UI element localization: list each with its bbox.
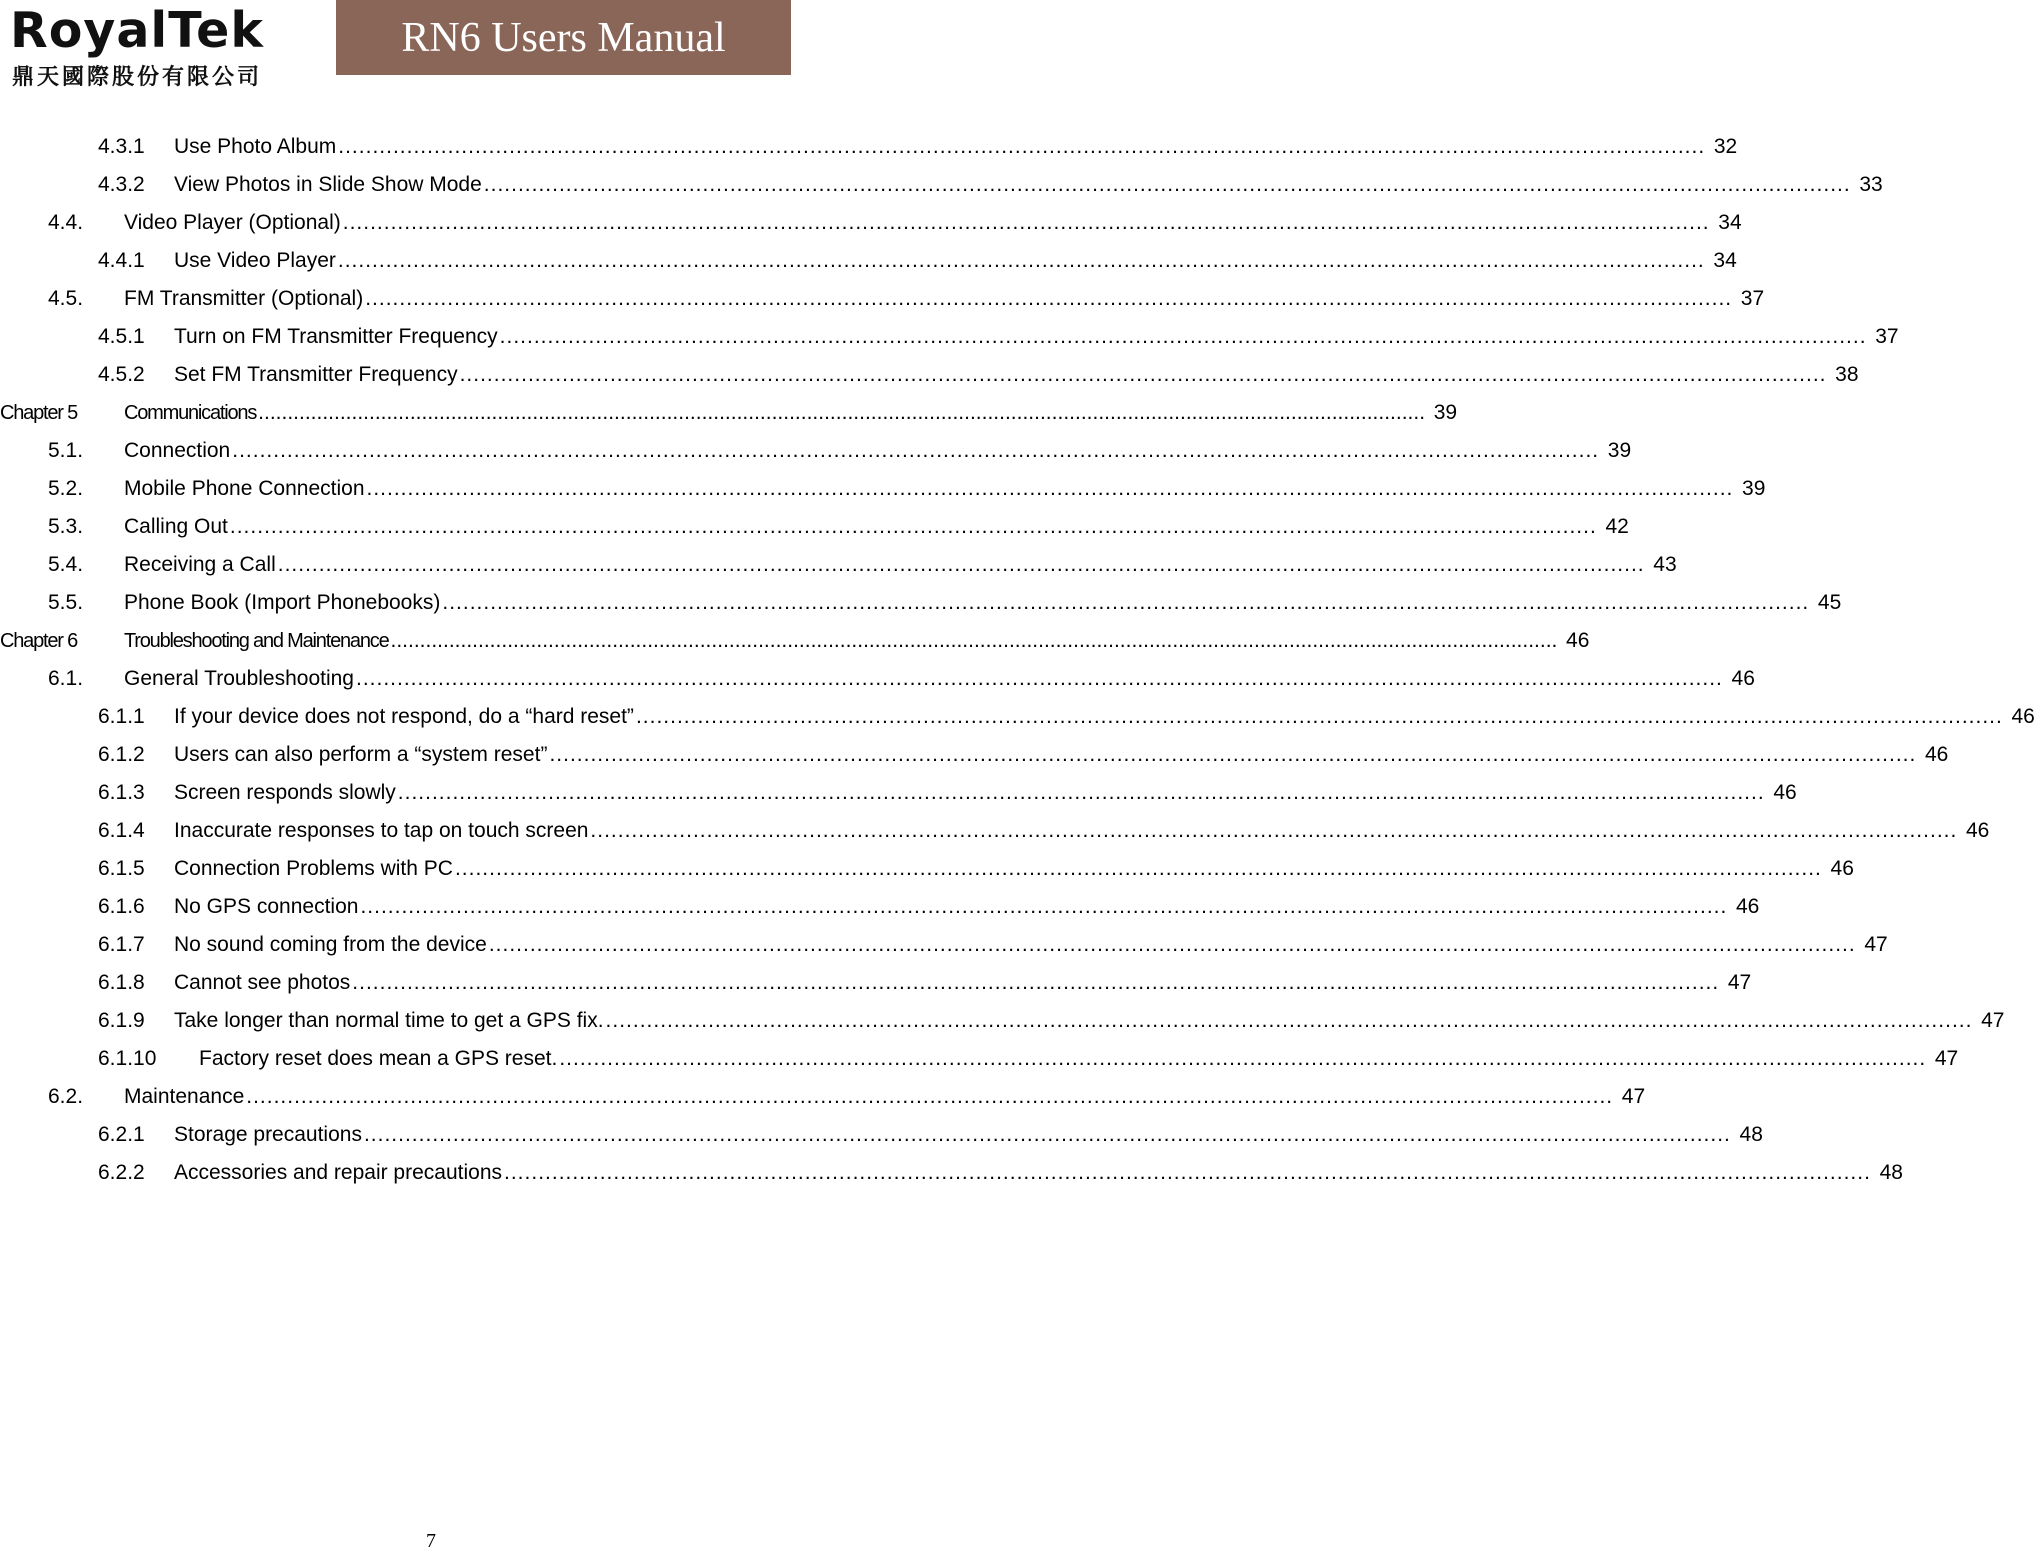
toc-entry-title: View Photos in Slide Show Mode bbox=[174, 173, 482, 196]
toc-entry-page: 33 bbox=[1859, 173, 1883, 196]
toc-entry-title: Troubleshooting and Maintenance bbox=[124, 630, 389, 652]
toc-entry-title: Connection bbox=[124, 439, 231, 462]
toc-entry[interactable] bbox=[0, 425, 1632, 463]
toc-entry[interactable] bbox=[0, 197, 1742, 235]
toc-entry-title: Users can also perform a “system reset” bbox=[174, 743, 548, 766]
toc-dot-leader: ........................................................................................................................................................................................................ bbox=[258, 401, 1426, 424]
toc-entry-number: 4.4.1 bbox=[98, 249, 145, 272]
toc-dot-leader: ........................................................................................................................................................................................................ bbox=[590, 819, 1958, 842]
toc-entry[interactable] bbox=[0, 349, 1859, 387]
toc-entry-number: 6.1.7 bbox=[98, 933, 145, 956]
toc-entry-number: 4.3.1 bbox=[98, 135, 145, 158]
toc-entry-page: 39 bbox=[1742, 477, 1766, 500]
toc-dot-leader: ........................................................................................................................................................................................................ bbox=[229, 515, 1597, 538]
toc-entry-page: 43 bbox=[1653, 553, 1677, 576]
toc-entry-number: 6.1.6 bbox=[98, 895, 145, 918]
toc-dot-leader: ........................................................................................................................................................................................................ bbox=[338, 135, 1706, 158]
toc-entry[interactable] bbox=[0, 653, 1755, 691]
toc-entry[interactable] bbox=[0, 1033, 1959, 1071]
toc-entry-number: 6.1.4 bbox=[98, 819, 145, 842]
table-of-contents bbox=[0, 121, 2035, 1185]
toc-entry[interactable] bbox=[0, 881, 1760, 919]
toc-entry-number: 6.2. bbox=[48, 1085, 84, 1108]
toc-entry[interactable] bbox=[0, 843, 1854, 881]
toc-dot-leader: ........................................................................................................................................................................................................ bbox=[442, 591, 1810, 614]
toc-entry-title: Accessories and repair precautions bbox=[174, 1161, 503, 1184]
toc-entry-page: 47 bbox=[1864, 933, 1888, 956]
toc-entry-number: 4.4. bbox=[48, 211, 84, 234]
toc-entry-page: 47 bbox=[1934, 1047, 1959, 1070]
manual-title-banner bbox=[336, 0, 791, 75]
toc-entry-number: 6.1.5 bbox=[98, 857, 145, 880]
toc-dot-leader: ........................................................................................................................................................................................................ bbox=[488, 933, 1856, 956]
toc-dot-leader: ........................................................................................................................................................................................................ bbox=[504, 1161, 1871, 1184]
toc-entry-page: 46 bbox=[1830, 857, 1854, 880]
toc-entry[interactable] bbox=[0, 387, 1458, 425]
royaltek-logo bbox=[8, 2, 308, 90]
toc-entry-number: 5.4. bbox=[48, 553, 84, 576]
toc-entry-number: 6.1.8 bbox=[98, 971, 145, 994]
toc-entry-page: 46 bbox=[1731, 667, 1755, 690]
toc-entry-page: 47 bbox=[1981, 1009, 2005, 1032]
toc-entry-number: 5.2. bbox=[48, 477, 84, 500]
toc-entry[interactable] bbox=[0, 463, 1766, 501]
toc-entry-number: 4.5.2 bbox=[98, 363, 145, 386]
toc-entry-page: 32 bbox=[1713, 135, 1738, 158]
toc-entry-number: 5.1. bbox=[48, 439, 84, 462]
toc-entry-page: 46 bbox=[1566, 629, 1590, 652]
toc-entry-page: 47 bbox=[1727, 971, 1752, 994]
toc-entry-page: 42 bbox=[1605, 515, 1629, 538]
toc-entry[interactable] bbox=[0, 121, 1738, 159]
toc-entry-page: 34 bbox=[1718, 211, 1742, 234]
toc-entry-title: Storage precautions bbox=[174, 1123, 362, 1146]
toc-entry-page: 48 bbox=[1879, 1161, 1903, 1184]
toc-entry[interactable] bbox=[0, 615, 1590, 653]
toc-entry[interactable] bbox=[0, 159, 1883, 197]
toc-entry-page: 34 bbox=[1713, 249, 1737, 272]
toc-entry[interactable] bbox=[0, 235, 1737, 273]
toc-dot-leader: ........................................................................................................................................................................................................ bbox=[559, 1047, 1927, 1070]
logo-brand-text: RoyalTek bbox=[10, 2, 264, 59]
toc-entry-title: Screen responds slowly bbox=[174, 781, 396, 804]
toc-entry-page: 37 bbox=[1740, 287, 1765, 310]
toc-entry-number: 6.1.2 bbox=[98, 743, 145, 766]
toc-entry-number: Chapter 6 bbox=[0, 630, 78, 652]
toc-dot-leader: ........................................................................................................................................................................................................ bbox=[366, 477, 1734, 500]
toc-dot-leader: ........................................................................................................................................................................................................ bbox=[605, 1009, 1973, 1032]
toc-entry-number: 6.1.10 bbox=[98, 1047, 157, 1070]
toc-entry[interactable] bbox=[0, 919, 1888, 957]
toc-entry[interactable] bbox=[0, 577, 1842, 615]
toc-entry-title: No GPS connection bbox=[174, 895, 359, 918]
toc-entry-number: 4.5. bbox=[48, 287, 84, 310]
toc-dot-leader: ........................................................................................................................................................................................................ bbox=[232, 439, 1600, 462]
toc-entry-page: 48 bbox=[1739, 1123, 1763, 1146]
toc-dot-leader: ........................................................................................................................................................................................................ bbox=[342, 211, 1710, 234]
toc-dot-leader: ........................................................................................................................................................................................................ bbox=[390, 629, 1558, 652]
toc-entry[interactable] bbox=[0, 1147, 1903, 1185]
page-number: 7 bbox=[426, 1530, 436, 1552]
toc-entry-number: 6.1.1 bbox=[98, 705, 145, 728]
toc-dot-leader: ........................................................................................................................................................................................................ bbox=[363, 1123, 1731, 1146]
toc-entry-title: Use Photo Album bbox=[174, 135, 337, 158]
toc-dot-leader: ........................................................................................................................................................................................................ bbox=[360, 895, 1728, 918]
toc-entry-title: Turn on FM Transmitter Frequency bbox=[174, 325, 498, 348]
toc-entry[interactable] bbox=[0, 311, 1899, 349]
toc-entry-page: 47 bbox=[1621, 1085, 1646, 1108]
toc-entry-page: 46 bbox=[1965, 819, 1990, 842]
toc-entry-number: 6.1.9 bbox=[98, 1009, 145, 1032]
toc-dot-leader: ........................................................................................................................................................................................................ bbox=[454, 857, 1822, 880]
toc-entry[interactable] bbox=[0, 1109, 1763, 1147]
toc-entry-page: 46 bbox=[1924, 743, 1949, 766]
toc-entry[interactable] bbox=[0, 805, 1990, 843]
toc-entry-title: Phone Book (Import Phonebooks) bbox=[124, 591, 441, 614]
toc-entry-title: Connection Problems with PC bbox=[174, 857, 453, 880]
toc-entry-title: Use Video Player bbox=[174, 249, 336, 272]
toc-entry[interactable] bbox=[0, 691, 2035, 729]
toc-dot-leader: ........................................................................................................................................................................................................ bbox=[483, 173, 1851, 196]
toc-entry-number: 6.2.1 bbox=[98, 1123, 145, 1146]
toc-entry-number: 5.3. bbox=[48, 515, 84, 538]
toc-entry-title: No sound coming from the device bbox=[174, 933, 487, 956]
logo-chinese-text: 鼎天國際股份有限公司 bbox=[12, 65, 263, 90]
toc-entry-number: 6.2.2 bbox=[98, 1161, 145, 1184]
toc-entry-title: General Troubleshooting bbox=[124, 667, 354, 690]
toc-entry-page: 38 bbox=[1835, 363, 1859, 386]
toc-entry-number: 6.1. bbox=[48, 667, 84, 690]
toc-entry-page: 39 bbox=[1607, 439, 1632, 462]
toc-entry-page: 45 bbox=[1817, 591, 1842, 614]
toc-dot-leader: ........................................................................................................................................................................................................ bbox=[549, 743, 1917, 766]
toc-dot-leader: ........................................................................................................................................................................................................ bbox=[635, 705, 2003, 728]
toc-entry[interactable] bbox=[0, 501, 1629, 539]
toc-entry-title: Cannot see photos bbox=[174, 971, 351, 994]
toc-entry-page: 46 bbox=[2011, 705, 2035, 728]
toc-dot-leader: ........................................................................................................................................................................................................ bbox=[459, 363, 1827, 386]
toc-entry-page: 37 bbox=[1875, 325, 1899, 348]
toc-entry-page: 39 bbox=[1433, 401, 1458, 424]
toc-entry-title: Set FM Transmitter Frequency bbox=[174, 363, 458, 386]
toc-dot-leader: ........................................................................................................................................................................................................ bbox=[352, 971, 1720, 994]
toc-dot-leader: ........................................................................................................................................................................................................ bbox=[499, 325, 1867, 348]
toc-entry-page: 46 bbox=[1773, 781, 1797, 804]
toc-entry[interactable] bbox=[0, 957, 1752, 995]
toc-entry-number: 5.5. bbox=[48, 591, 84, 614]
toc-entry-title: Factory reset does mean a GPS reset. bbox=[199, 1047, 558, 1070]
toc-entry[interactable] bbox=[0, 995, 2005, 1033]
toc-entry-title: Mobile Phone Connection bbox=[124, 477, 365, 500]
toc-dot-leader: ........................................................................................................................................................................................................ bbox=[337, 249, 1705, 272]
toc-entry-title: If your device does not respond, do a “hard reset” bbox=[174, 705, 634, 728]
toc-entry[interactable] bbox=[0, 1071, 1646, 1109]
toc-dot-leader: ........................................................................................................................................................................................................ bbox=[365, 287, 1733, 310]
toc-entry-title: Maintenance bbox=[124, 1085, 245, 1108]
toc-entry-title: FM Transmitter (Optional) bbox=[124, 287, 364, 310]
toc-entry[interactable] bbox=[0, 767, 1797, 805]
toc-entry-number: 4.3.2 bbox=[98, 173, 145, 196]
toc-entry[interactable] bbox=[0, 539, 1677, 577]
toc-entry[interactable] bbox=[0, 729, 1949, 767]
toc-dot-leader: ........................................................................................................................................................................................................ bbox=[356, 667, 1723, 690]
toc-entry-title: Communications bbox=[124, 402, 257, 424]
toc-dot-leader: ........................................................................................................................................................................................................ bbox=[277, 553, 1645, 576]
toc-entry-number: Chapter 5 bbox=[0, 402, 78, 424]
toc-dot-leader: ........................................................................................................................................................................................................ bbox=[397, 781, 1765, 804]
toc-entry[interactable] bbox=[0, 273, 1765, 311]
toc-dot-leader: ........................................................................................................................................................................................................ bbox=[246, 1085, 1614, 1108]
toc-entry-page: 46 bbox=[1735, 895, 1760, 918]
toc-entry-title: Calling Out bbox=[124, 515, 228, 538]
toc-entry-title: Take longer than normal time to get a GPS fix. bbox=[174, 1009, 604, 1032]
toc-entry-title: Inaccurate responses to tap on touch screen bbox=[174, 819, 589, 842]
toc-entry-title: Receiving a Call bbox=[124, 553, 276, 576]
toc-entry-number: 6.1.3 bbox=[98, 781, 145, 804]
manual-title: RN6 Users Manual bbox=[401, 14, 726, 61]
toc-entry-title: Video Player (Optional) bbox=[124, 211, 341, 234]
toc-entry-number: 4.5.1 bbox=[98, 325, 145, 348]
